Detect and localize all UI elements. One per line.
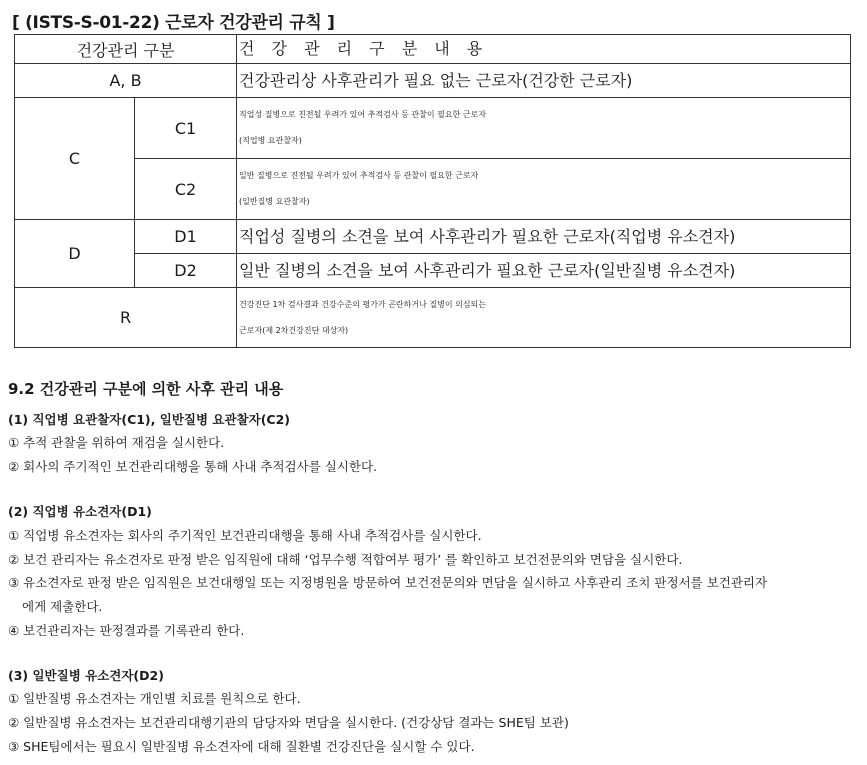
group-c: C (15, 98, 135, 220)
desc-c1-line2: (직업병 요관찰자) (239, 136, 302, 145)
sub2-title: (2) 직업병 유소견자(D1) (8, 504, 152, 519)
sub3-title: (3) 일반질병 유소견자(D2) (8, 668, 164, 683)
table-row (15, 288, 851, 348)
desc-r-line2: 근로자(제 2차건강진단 대상자) (239, 325, 349, 335)
desc-r (237, 288, 851, 348)
document-title: [ (ISTS-S-01-22) 근로자 건강관리 규칙 ] (12, 13, 335, 33)
list-item: ② 회사의 주기적인 보건관리대행을 통해 사내 추적검사를 실시한다. (8, 459, 378, 474)
header-content: 건 강 관 리 구 분 내 용 (237, 35, 851, 64)
health-classification-table (14, 34, 851, 348)
group-ab: A, B (15, 64, 237, 98)
desc-r-line1: 건강진단 1차 검사결과 건강수준의 평가가 곤란하거나 질병이 의심되는 (239, 299, 487, 309)
desc-c1-line1: 직업성 질병으로 진전될 우려가 있어 추적검사 등 관찰이 필요한 근로자 (239, 110, 487, 119)
sub-c2: C2 (135, 159, 237, 220)
table-row (15, 159, 851, 220)
table-row (15, 254, 851, 288)
list-item: ② 일반질병 유소견자는 보건관리대행기관의 담당자와 면담을 실시한다. (건강상담 결과는 SHE팀 보관) (8, 715, 569, 730)
table-header-row (15, 35, 851, 64)
table-row (15, 98, 851, 159)
group-d: D (15, 220, 135, 288)
desc-d2: 일반 질병의 소견을 보여 사후관리가 필요한 근로자(일반질병 유소견자) (237, 254, 851, 288)
sub-c1: C1 (135, 98, 237, 159)
list-item-continuation: 에게 제출한다. (22, 599, 103, 614)
sub-d2: D2 (135, 254, 237, 288)
table-row (15, 220, 851, 254)
list-item: ③ SHE팀에서는 필요시 일반질병 유소견자에 대해 질환별 건강진단을 실시할 수 있다. (8, 739, 475, 754)
desc-c2 (237, 159, 851, 220)
desc-c2-line1: 일반 질병으로 진전될 우려가 있어 추적검사 등 관찰이 필요한 근로자 (239, 171, 479, 180)
sub-d1: D1 (135, 220, 237, 254)
list-item: ① 직업병 유소견자는 회사의 주기적인 보건관리대행을 통해 사내 추적검사를 실시한다. (8, 528, 482, 543)
desc-c1 (237, 98, 851, 159)
table-row (15, 64, 851, 98)
group-r: R (15, 288, 237, 348)
sub1-title: (1) 직업병 요관찰자(C1), 일반질병 요관찰자(C2) (8, 412, 290, 427)
list-item: ③ 유소견자로 판정 받은 임직원은 보건대행일 또는 지정병원을 방문하여 보건전문의와 면담을 실시하고 사후관리 조치 판정서를 보건관리자 (8, 575, 768, 590)
list-item: ④ 보건관리자는 판정결과를 기록관리 한다. (8, 623, 245, 638)
list-item: ① 일반질병 유소견자는 개인별 치료를 원칙으로 한다. (8, 691, 301, 706)
header-classification: 건강관리 구분 (15, 35, 237, 64)
list-item: ① 추적 관찰을 위하여 재검을 실시한다. (8, 435, 225, 450)
desc-d1: 직업성 질병의 소견을 보여 사후관리가 필요한 근로자(직업병 유소견자) (237, 220, 851, 254)
desc-ab: 건강관리상 사후관리가 필요 없는 근로자(건강한 근로자) (237, 64, 851, 98)
desc-c2-line2: (일반질병 요관찰자) (239, 197, 310, 206)
list-item: ② 보건 관리자는 유소견자로 판정 받은 임직원에 대해 ‘업무수행 적합여부 평가’ 를 확인하고 보건전문의와 면담을 실시한다. (8, 552, 683, 567)
section-heading: 9.2 건강관리 구분에 의한 사후 관리 내용 (8, 380, 284, 398)
